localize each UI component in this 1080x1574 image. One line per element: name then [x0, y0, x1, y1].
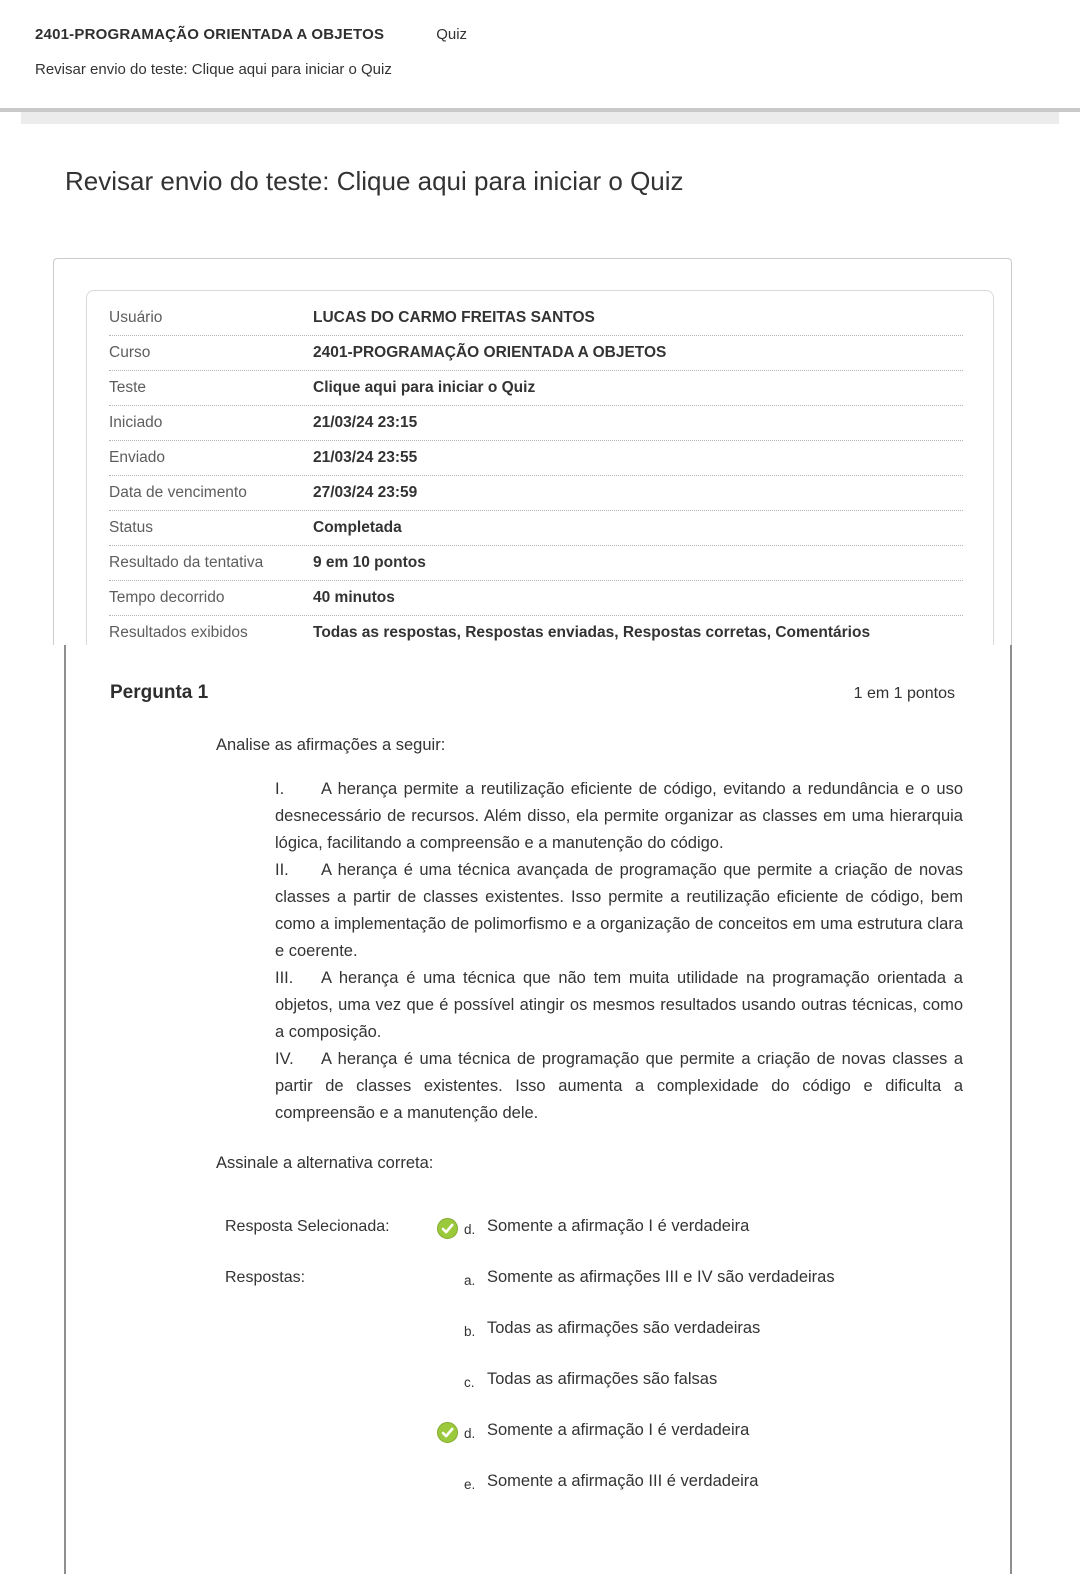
summary-row-label: Resultados exibidos — [109, 624, 248, 641]
statement-numeral: III. — [275, 969, 294, 987]
question-intro: Analise as afirmações a seguir: — [216, 736, 446, 754]
statement-text: A herança é uma técnica avançada de programação que permite a criação de novas classes a partir de classes existentes. Isso permite a reutilização eficiente de código, bem como a implementação de polimorfismo e a organização de conceitos em uma estrutura clara e coerente. — [275, 861, 963, 960]
question-header — [66, 645, 1010, 704]
summary-row-label: Usuário — [109, 309, 163, 326]
answer-option-letter: e. — [464, 1477, 476, 1492]
answer-option-row — [437, 1267, 964, 1290]
summary-row-value: 27/03/24 23:59 — [313, 484, 418, 501]
answer-option-text: Somente a afirmação III é verdadeira — [487, 1472, 759, 1490]
course-name: 2401-PROGRAMAÇÃO ORIENTADA A OBJETOS — [35, 26, 385, 43]
selected-answer-label: Resposta Selecionada: — [225, 1218, 390, 1235]
summary-row-label: Resultado da tentativa — [109, 554, 264, 571]
answer-option-text: Todas as afirmações são falsas — [487, 1370, 718, 1388]
answer-options-list — [225, 1267, 964, 1494]
answer-option-text: Somente as afirmações III e IV são verdadeiras — [487, 1268, 835, 1286]
statement — [275, 857, 963, 965]
summary-row — [109, 406, 963, 441]
submission-summary-panel — [53, 258, 1012, 645]
selected-answer-text: Somente a afirmação I é verdadeira — [487, 1217, 750, 1235]
summary-row-label: Data de vencimento — [109, 484, 247, 501]
question-closing: Assinale a alternativa correta: — [216, 1154, 434, 1172]
summary-row-label: Curso — [109, 344, 151, 361]
answer-option-row — [437, 1420, 964, 1443]
summary-row-label: Enviado — [109, 449, 166, 466]
answer-option-letter: d. — [464, 1426, 476, 1441]
summary-row-value: Todas as respostas, Respostas enviadas, Respostas corretas, Comentários — [313, 624, 871, 641]
summary-row-label: Teste — [109, 379, 147, 396]
breadcrumb-line-1 — [35, 26, 467, 43]
summary-row — [109, 476, 963, 511]
summary-row — [109, 371, 963, 406]
statement-text: A herança permite a reutilização eficiente de código, evitando a redundância e o uso desnecessário de recursos. Além disso, ela permite organizar as classes em uma hierarquia lógica, facilitando a compreensão e a manutenção do código. — [275, 780, 963, 852]
statement-text: A herança é uma técnica que não tem muita utilidade na programação orientada a objetos, uma vez que é possível atingir os mesmos resultados usando outras técnicas, como a composição. — [275, 969, 963, 1041]
summary-row-value: LUCAS DO CARMO FREITAS SANTOS — [313, 309, 595, 326]
breadcrumb — [35, 26, 467, 78]
summary-row-value: 21/03/24 23:15 — [313, 414, 418, 431]
header-divider-light — [21, 112, 1059, 124]
summary-row-label: Tempo decorrido — [109, 589, 225, 606]
answer-option-letter: a. — [464, 1273, 476, 1288]
statement — [275, 776, 963, 857]
answers-group-label: Respostas: — [225, 1269, 306, 1286]
answer-options-block — [225, 1267, 964, 1494]
correct-answer-check-icon — [437, 1216, 464, 1239]
summary-row-value: 9 em 10 pontos — [313, 554, 426, 571]
answer-option-letter: b. — [464, 1324, 476, 1339]
submission-summary-box — [86, 290, 994, 659]
answer-option-row — [437, 1369, 964, 1392]
submission-summary-table — [109, 301, 963, 650]
statement-numeral: II. — [275, 861, 289, 879]
summary-row — [109, 511, 963, 546]
statement-numeral: I. — [275, 780, 285, 798]
summary-row — [109, 301, 963, 336]
question-1-panel — [64, 645, 1012, 1574]
statement — [275, 1046, 963, 1127]
summary-row-value: 2401-PROGRAMAÇÃO ORIENTADA A OBJETOS — [313, 344, 667, 361]
summary-row-label: Status — [109, 519, 153, 536]
question-title: Pergunta 1 — [110, 682, 209, 703]
question-points: 1 em 1 pontos — [853, 685, 955, 702]
summary-row — [109, 441, 963, 476]
answer-option-text: Somente a afirmação I é verdadeira — [487, 1421, 750, 1439]
question-statements — [275, 776, 963, 1127]
summary-row — [109, 336, 963, 371]
page-title: Revisar envio do teste: Clique aqui para iniciar o Quiz — [65, 166, 684, 196]
statement-numeral: IV. — [275, 1050, 294, 1068]
selected-answer-row — [225, 1216, 964, 1239]
summary-row-value: Completada — [313, 519, 402, 536]
answers-section — [225, 1216, 964, 1494]
breadcrumb-line-2: Revisar envio do teste: Clique aqui para iniciar o Quiz — [35, 61, 392, 78]
section-name: Quiz — [436, 26, 468, 43]
answer-option-row — [437, 1471, 964, 1494]
summary-row-label: Iniciado — [109, 414, 163, 431]
statement — [275, 965, 963, 1046]
summary-row-value: 21/03/24 23:55 — [313, 449, 418, 466]
correct-answer-check-icon — [437, 1420, 464, 1443]
answer-option-text: Todas as afirmações são verdadeiras — [487, 1319, 761, 1337]
question-body — [216, 735, 964, 1494]
answer-option-letter: c. — [464, 1375, 475, 1390]
selected-answer-letter: d. — [464, 1222, 476, 1237]
statement-text: A herança é uma técnica de programação que permite a criação de novas classes a partir de classes existentes. Isso aumenta a complexidade do código e dificulta a compreensão e a manutenção dele. — [275, 1050, 963, 1122]
summary-row — [109, 581, 963, 616]
summary-row-value: Clique aqui para iniciar o Quiz — [313, 379, 536, 396]
summary-row — [109, 546, 963, 581]
summary-row-value: 40 minutos — [313, 589, 395, 606]
answer-option-row — [437, 1318, 964, 1341]
